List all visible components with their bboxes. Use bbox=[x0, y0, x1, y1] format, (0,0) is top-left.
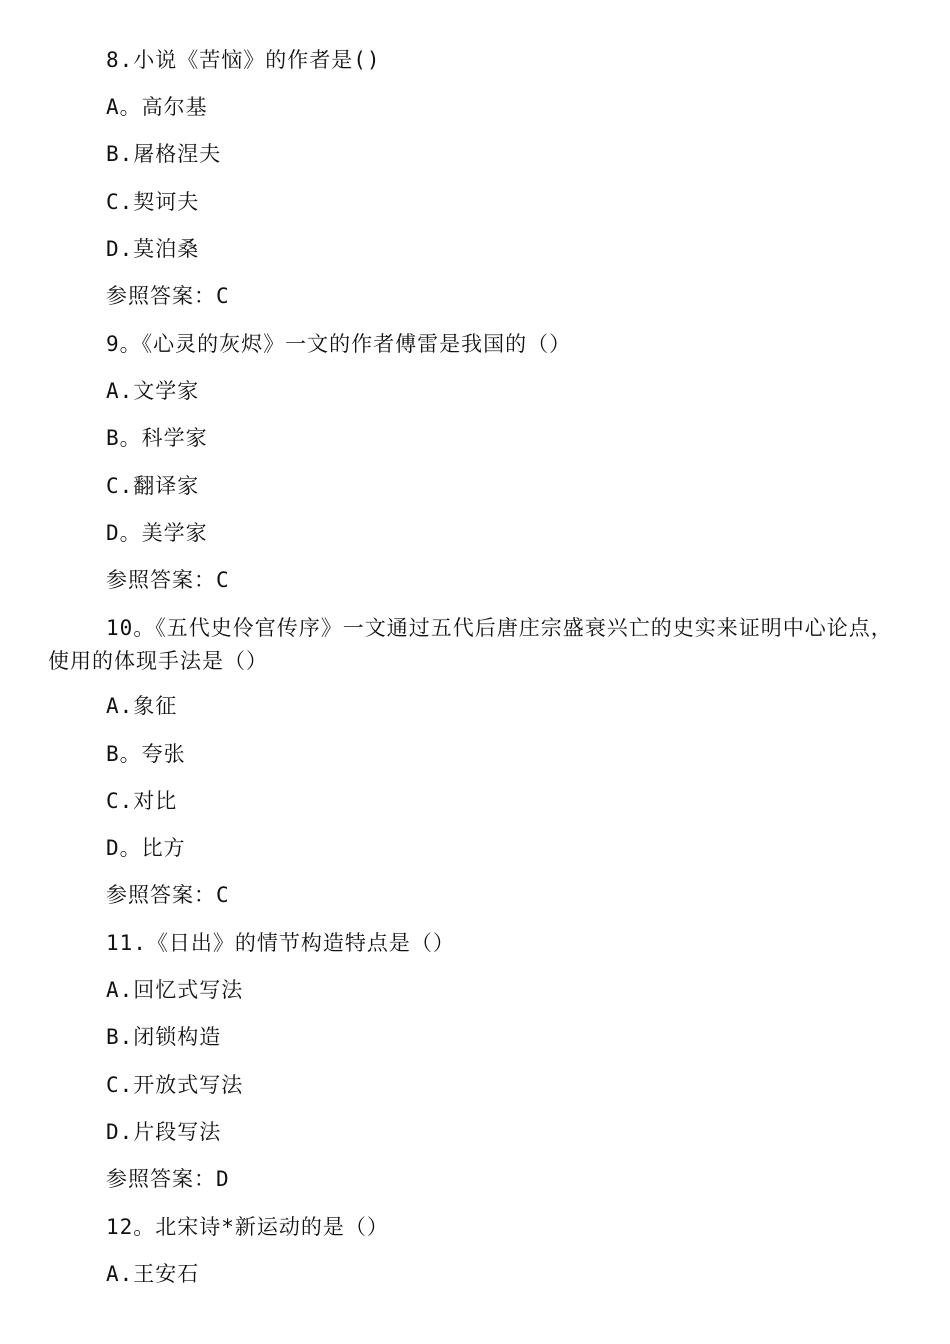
question-9-option-a: A.文学家 bbox=[106, 379, 200, 403]
question-11-option-d: D.片段写法 bbox=[106, 1120, 222, 1144]
question-12-option-a: A.王安石 bbox=[106, 1262, 200, 1286]
question-8-option-b: B.屠格涅夫 bbox=[106, 142, 222, 166]
question-10-option-d: D。比方 bbox=[106, 836, 186, 860]
question-9-option-d: D。美学家 bbox=[106, 521, 208, 545]
question-8-option-d: D.莫泊桑 bbox=[106, 237, 200, 261]
question-8-answer: 参照答案：C bbox=[106, 284, 230, 308]
question-9-answer: 参照答案：C bbox=[106, 568, 230, 592]
question-11-stem: 11.《日出》的情节构造特点是（） bbox=[106, 931, 455, 955]
question-9-stem: 9。《心灵的灰烬》一文的作者傅雷是我国的（） bbox=[106, 332, 572, 356]
question-11-answer: 参照答案：D bbox=[106, 1167, 230, 1191]
question-8-option-c: C.契诃夫 bbox=[106, 190, 200, 214]
question-9-option-c: C.翻译家 bbox=[106, 474, 200, 498]
question-10-stem: 10。《五代史伶官传序》一文通过五代后唐庄宗盛衰兴亡的史实来证明中心论点，使用的体现手法是（） bbox=[48, 616, 893, 673]
question-10-option-c: C.对比 bbox=[106, 789, 178, 813]
question-8-stem: 8.小说《苦恼》的作者是() bbox=[106, 48, 381, 72]
question-11-option-b: B.闭锁构造 bbox=[106, 1025, 222, 1049]
question-10-option-a: A.象征 bbox=[106, 694, 178, 718]
question-10-option-b: B。夸张 bbox=[106, 742, 186, 766]
question-11-option-a: A.回忆式写法 bbox=[106, 978, 244, 1002]
question-10-answer: 参照答案：C bbox=[106, 883, 230, 907]
question-11-option-c: C.开放式写法 bbox=[106, 1073, 244, 1097]
question-8-option-a: A。高尔基 bbox=[106, 95, 208, 119]
question-12-stem: 12。北宋诗*新运动的是（） bbox=[106, 1215, 389, 1239]
question-9-option-b: B。科学家 bbox=[106, 426, 208, 450]
